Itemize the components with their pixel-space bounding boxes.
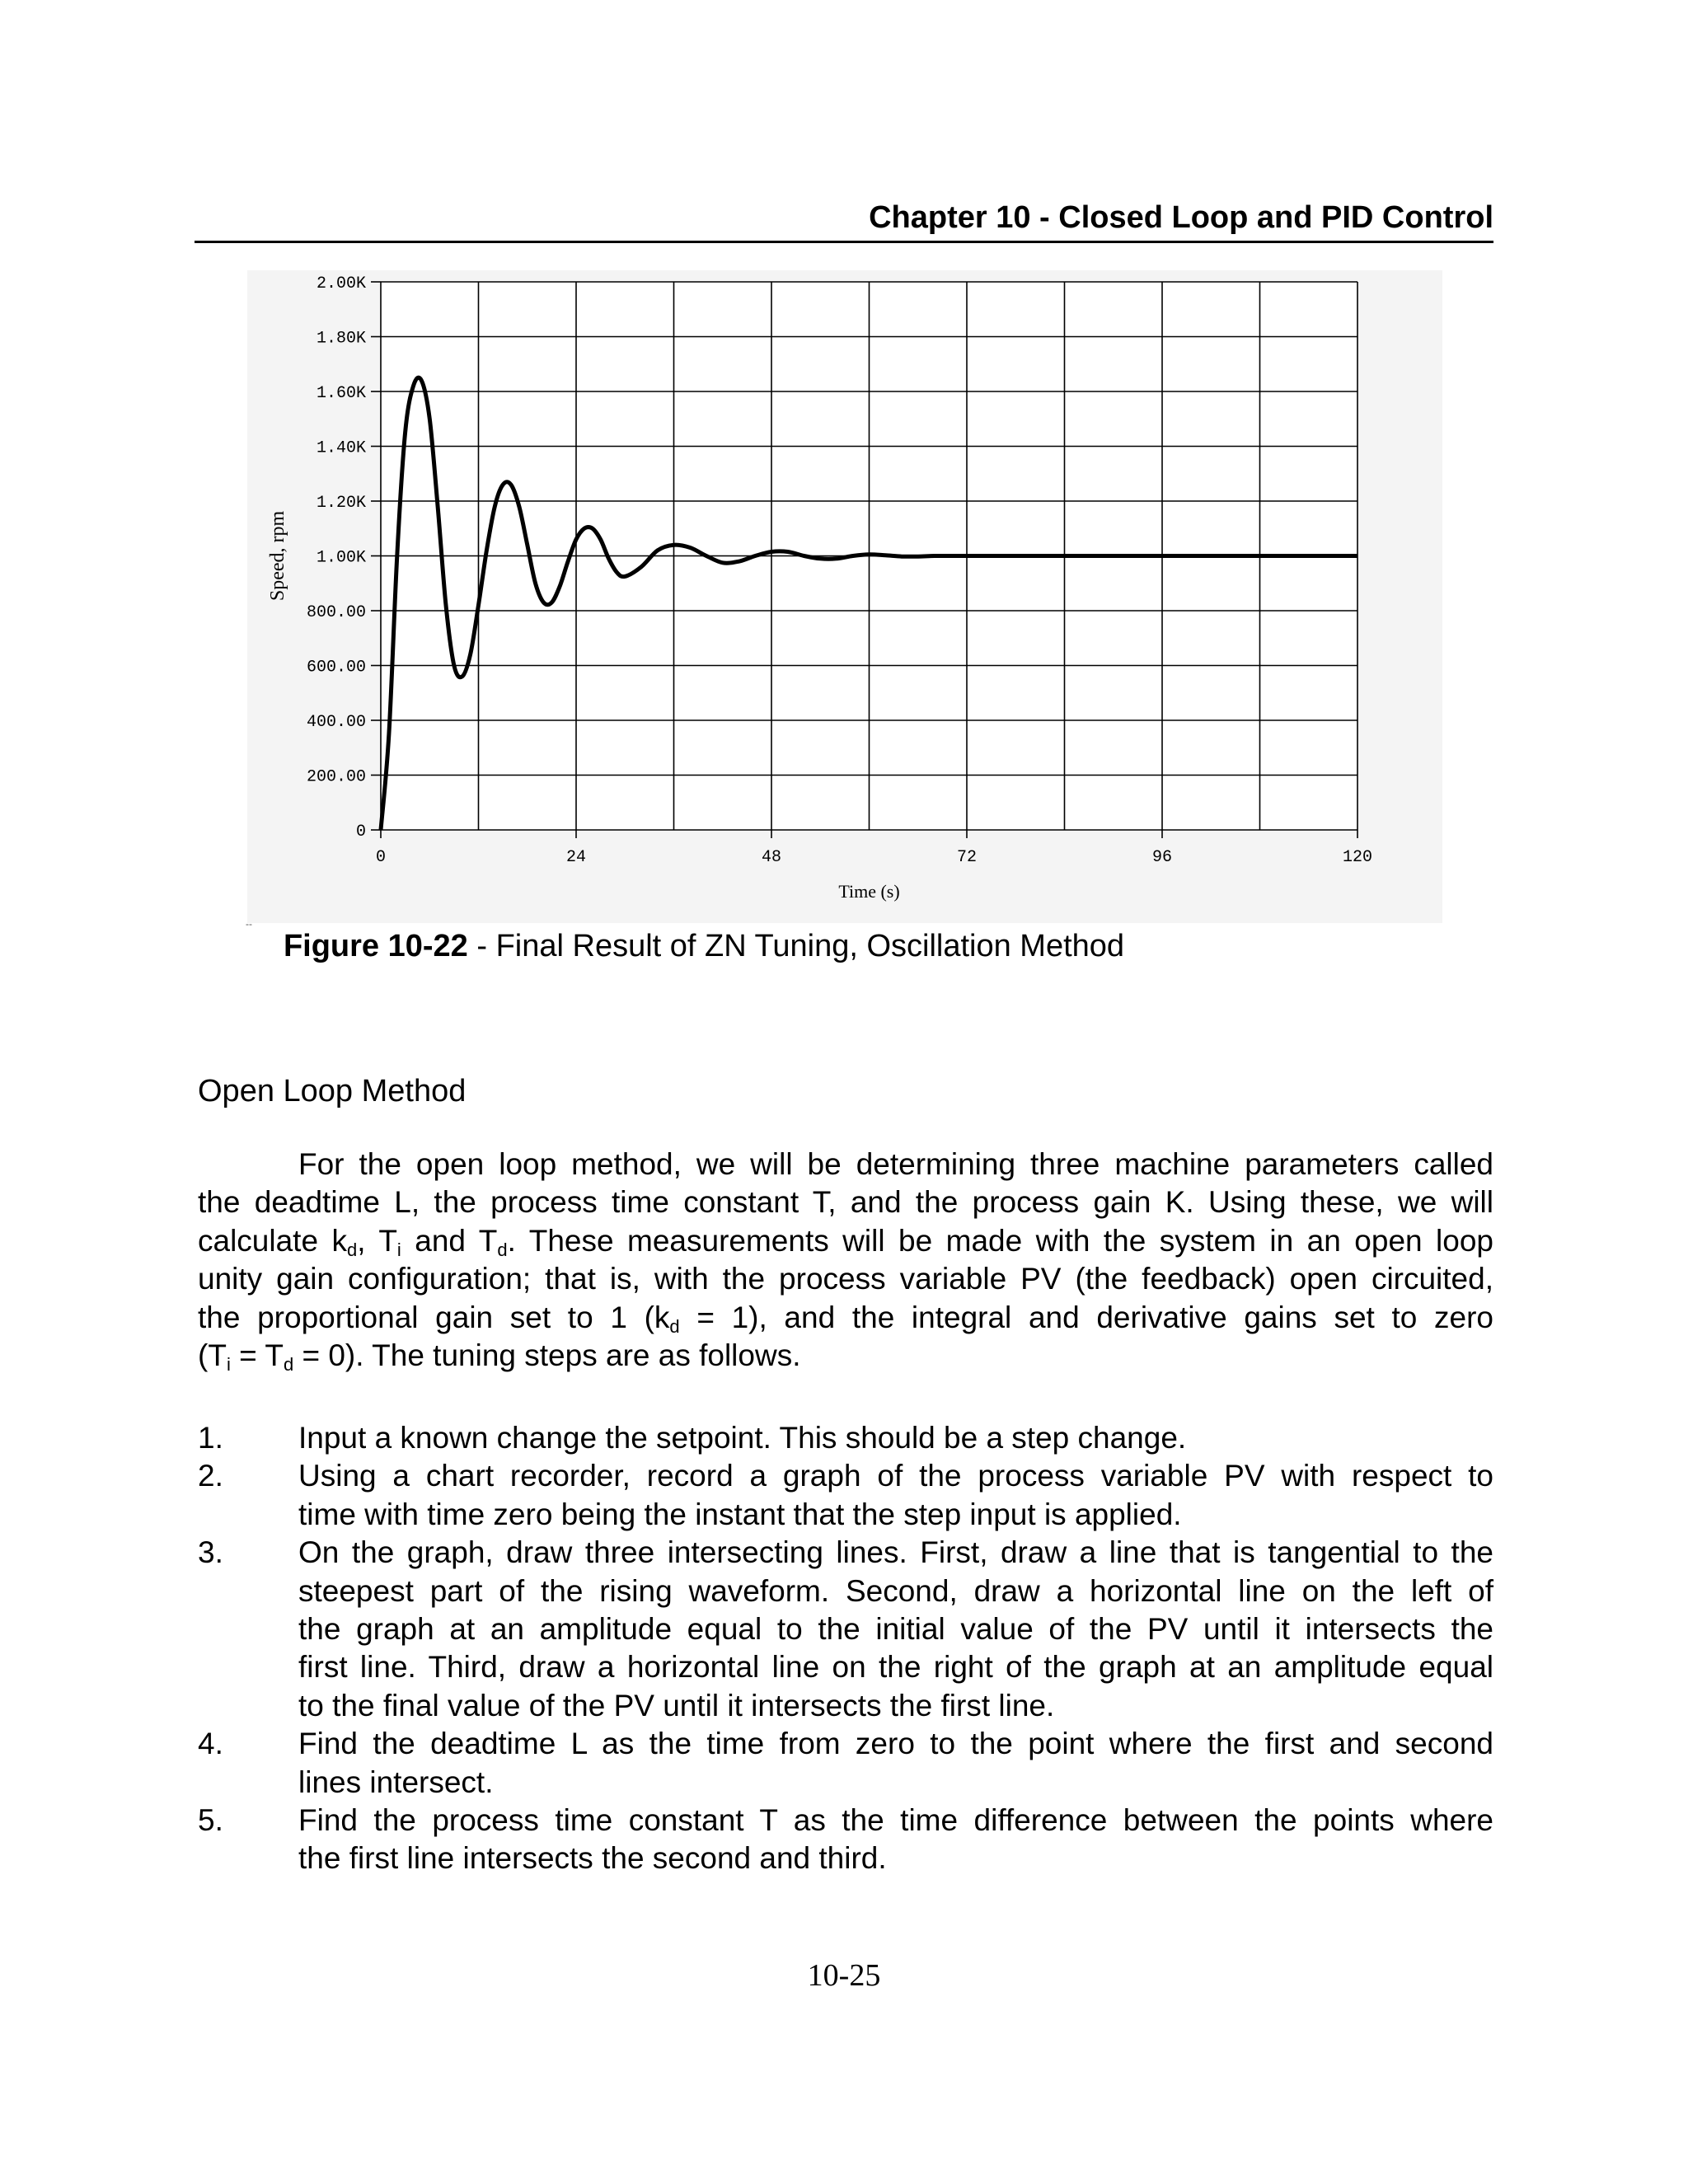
subscript: d [497,1239,508,1260]
paragraph-text: . These measurements will be made with the system in an open loop [507,1223,1494,1258]
y-tick-label: 2.00K [316,274,366,293]
paragraph-text: calculate k [198,1223,347,1258]
list-item [198,1419,1493,1457]
paragraph-text: , T [357,1223,397,1258]
subscript: d [347,1239,358,1260]
paragraph-line [198,1337,1493,1375]
x-tick-label: 48 [761,848,782,867]
subscript: i [226,1354,231,1376]
list-item [198,1457,1493,1534]
y-tick-label: 200.00 [306,767,366,787]
subscript: d [283,1354,294,1376]
paragraph-text: the proportional gain set to 1 (k [198,1300,670,1334]
figure-caption-text: - Final Result of ZN Tuning, Oscillation Method [467,929,1125,963]
list-item-number: 5. [198,1803,223,1838]
list-item-number: 3. [198,1535,223,1570]
y-tick-label: 0 [355,823,366,841]
list-item-line: the first line intersects the second and third. [298,1841,887,1876]
paragraph-line [198,1222,1493,1260]
list-item [198,1725,1493,1802]
paragraph-text: = T [230,1338,284,1373]
scan-mark: -- [246,918,252,930]
y-tick-label: 800.00 [306,603,366,622]
y-axis-label: Speed, rpm [267,510,288,602]
list-item-line: Find the process time constant T as the time difference between the points where [298,1803,1493,1838]
section-title: Open Loop Method [198,1074,467,1108]
paragraph-line [198,1146,1493,1183]
y-tick-label: 1.00K [316,548,366,568]
figure-number: Figure 10-22 [283,929,468,963]
body-paragraph [198,1146,1493,1375]
list-item-number: 1. [198,1421,223,1455]
speed-chart [247,270,1442,923]
x-tick-label: 0 [375,848,387,867]
figure-caption [54,925,1353,968]
speed-chart-svg [247,270,1442,923]
list-item-number: 4. [198,1727,223,1761]
subscript: d [669,1315,680,1337]
list-item-number: 2. [198,1459,223,1493]
list-item-line: to the final value of the PV until it intersects the first line. [298,1688,1055,1722]
y-tick-label: 1.40K [316,438,366,458]
list-item-line: lines intersect. [298,1765,494,1799]
tuning-steps-list [198,1419,1493,1878]
y-tick-label: 600.00 [306,658,366,677]
y-tick-label: 400.00 [306,713,366,732]
paragraph-text: = 0). The tuning steps are as follows. [293,1338,801,1373]
x-tick-label: 24 [565,848,587,867]
list-item-line: the graph at an amplitude equal to the initial value of the PV until it intersects the [298,1612,1493,1647]
list-item-line: Using a chart recorder, record a graph of the process variable PV with respect to [298,1459,1493,1493]
paragraph-line: unity gain configuration; that is, with the process variable PV (the feedback) open circuited, [198,1262,1493,1296]
list-item-line: steepest part of the rising waveform. Second, draw a horizontal line on the left of [298,1573,1493,1608]
x-axis-label: Time (s) [838,881,900,902]
x-tick-label: 96 [1151,848,1173,867]
list-item [198,1802,1493,1878]
list-item-line: time with time zero being the instant that the step input is applied. [298,1497,1182,1531]
header-rule [195,241,1493,243]
paragraph-text: and T [401,1223,498,1258]
paragraph-text: For the open loop method, we will be determining three machine parameters called [298,1147,1493,1181]
y-tick-label: 1.60K [316,384,366,403]
paragraph-line: the deadtime L, the process time constant T, and the process gain K. Using these, we will [198,1185,1493,1220]
y-tick-label: 1.20K [316,494,366,513]
paragraph-text: (T [198,1338,227,1373]
x-tick-label: 72 [956,848,978,867]
chapter-header: Chapter 10 - Closed Loop and PID Control [869,200,1493,235]
list-item-line: Find the deadtime L as the time from zero to the point where the first and second [298,1727,1493,1761]
list-item-line: Input a known change the setpoint. This should be a step change. [298,1421,1187,1455]
paragraph-text: = 1), and the integral and derivative gains set to zero [679,1300,1493,1334]
list-item-line: On the graph, draw three intersecting lines. First, draw a line that is tangential to the [298,1535,1493,1570]
page-number: 10-25 [807,1958,881,1993]
list-item [198,1534,1493,1725]
subscript: i [396,1239,401,1260]
y-tick-label: 1.80K [316,329,366,349]
x-tick-label: 120 [1342,848,1373,867]
list-item-line: first line. Third, draw a horizontal line on the right of the graph at an amplitude equal [298,1650,1493,1685]
paragraph-line [198,1299,1493,1337]
